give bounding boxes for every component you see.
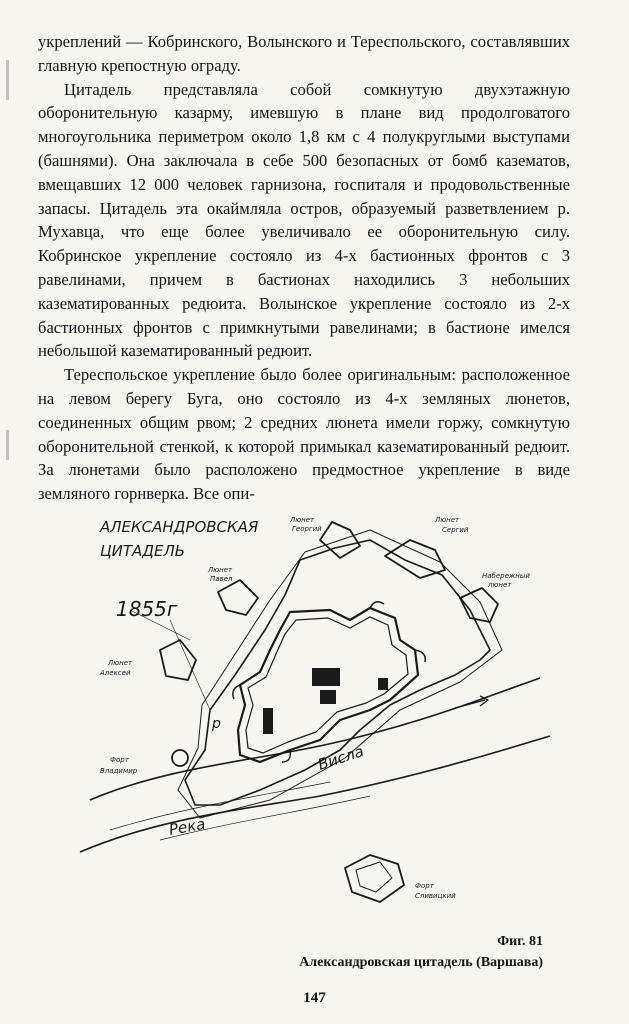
tower — [370, 602, 384, 608]
label-lunette-georgy-1: Люнет — [290, 516, 315, 524]
tower — [233, 685, 240, 699]
paragraph: Тереспольское укрепление было более оригинальным: расположенное на левом берегу Буга, оно состояло из 4-х земляных люнетов, соединенных общим рвом; 2 средних люнета имели горжу, сомкнутую оборонительной стенкой, к которой примыкал казематированный редюит. За люнетами было расположено предмостное укрепление в виде земляного горнверка. Все опи- — [38, 365, 570, 504]
label-lunette-sergy-1: Люнет — [435, 516, 460, 524]
label-lunette-sergy-2: Сергий — [442, 526, 469, 534]
label-lunette-naberezhny-1: Набережный — [482, 572, 530, 580]
citadel-map-figure — [70, 500, 560, 920]
label-lunette-aleksey-1: Люнет — [108, 659, 133, 667]
body-text — [38, 30, 570, 506]
lunette-aleksey — [160, 640, 196, 680]
citadel-building — [312, 668, 340, 686]
river-bank — [80, 736, 550, 852]
label-letter-r: р — [212, 716, 221, 732]
paragraph: Цитадель представляла собой сомкнутую двухэтажную оборонительную казарму, имевшую в плане вид продолговатого многоугольника периметром около 1,8 км с 4 полукруглыми выступами (башнями). Она заключала в себе 500 безопасных от бомб казематов, вмещавших 12 000 человек гарнизона, госпиталя и продовольственные запасы. Цитадель эта окаймляла остров, образуемый разветвлением р. Мухавца, что еще более увеличивало ее оборонительную силу. Кобринское укрепление состояло из 4-х бастионных фронтов с 3 равелинами, причем в бастионах находились 3 небольших казематированных редюита. Волынское укрепление состояло из 2-х бастионных фронтов с примкнутыми равелинами; в бастионе имелся небольшой казематированный редюит. — [38, 79, 570, 361]
fort-vladimir — [172, 750, 188, 766]
scan-edge-mark — [6, 430, 9, 460]
label-lunette-pavel-1: Люнет — [208, 566, 233, 574]
label-river-word: Река — [167, 814, 207, 839]
map-year: 1855г — [116, 597, 178, 621]
citadel-map — [70, 500, 560, 920]
figure-caption: Александровская цитадель (Варшава) — [299, 955, 543, 970]
citadel-building — [320, 690, 336, 704]
figure-number: Фиг. 81 — [497, 934, 543, 949]
label-fort-vladimir-1: Форт — [110, 756, 129, 764]
label-fort-vladimir-2: Владимир — [100, 767, 138, 775]
label-lunette-aleksey-2: Алексей — [100, 669, 131, 677]
river-bank — [90, 678, 540, 800]
citadel-building — [378, 678, 388, 690]
fort-slivitsky — [345, 855, 404, 902]
scan-edge-mark — [6, 60, 9, 100]
label-lunette-naberezhny-2: люнет — [488, 581, 512, 589]
map-title-line1: АЛЕКСАНДРОВСКАЯ — [100, 518, 259, 536]
paragraph: укреплений — Кобринского, Волынского и Тереспольского, составлявших главную крепостную ограду. — [38, 32, 570, 75]
label-fort-slivitsky-2: Сливицкий — [415, 892, 456, 900]
label-lunette-pavel-2: Павел — [210, 575, 233, 583]
lunette-pavel — [218, 580, 258, 615]
label-lunette-georgy-2: Георгий — [292, 525, 322, 533]
page-number: 147 — [303, 990, 326, 1006]
label-river-vistula: Висла — [315, 742, 367, 774]
citadel-building — [263, 708, 273, 734]
map-title-line2: ЦИТАДЕЛЬ — [100, 542, 186, 560]
label-fort-slivitsky-1: Форт — [415, 882, 434, 890]
lunette-sergy — [385, 540, 445, 578]
